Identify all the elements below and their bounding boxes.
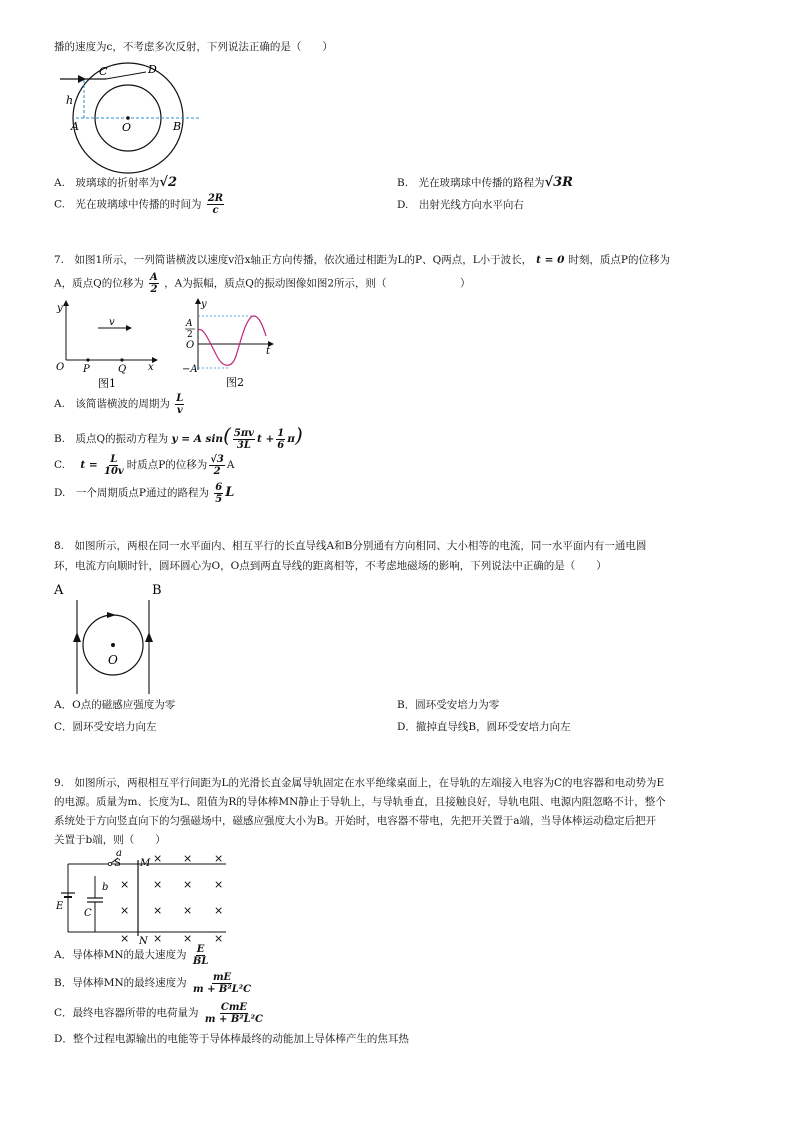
svg-text:S: S <box>114 858 121 869</box>
q9-figure-rails-circuit <box>52 846 232 946</box>
svg-text:O: O <box>56 362 65 373</box>
svg-text:×: × <box>153 852 163 865</box>
fraction: $\frac{√3}{2}$ <box>210 453 224 477</box>
fraction: $\frac{mE}{\text{m + B²L²C}}$ <box>193 971 252 995</box>
svg-text:O: O <box>186 340 195 351</box>
svg-text:×: × <box>214 878 224 891</box>
q9-stem-line4: 关置于b端，则（ ） <box>54 834 166 846</box>
q7-option-a[interactable]: A. 该简谐横波的周期为 $\frac{L}{v}$ <box>54 392 184 416</box>
fraction: $\frac{5\pi v}{3L}$ <box>233 427 254 451</box>
q6-stem-tail: 播的速度为c，不考虑多次反射，下列说法正确的是（ ） <box>54 41 333 53</box>
svg-text:B: B <box>152 583 162 598</box>
svg-text:b: b <box>102 882 109 893</box>
svg-text:M: M <box>140 858 151 869</box>
q7-option-b[interactable]: B. 质点Q的振动方程为 y = A sin( $\frac{5\pi v}{3L}$ t + $\frac{1}{6}$ π) <box>54 423 303 451</box>
svg-text:O: O <box>108 653 118 667</box>
svg-text:A: A <box>186 319 193 329</box>
q8-stem-line1: 8. 如图所示，两根在同一水平面内、相互平行的长直导线A和B分别通有方向相同、大小相等的电流，同一水平面内有一通电圆 <box>54 540 647 552</box>
label-h: h <box>66 94 74 107</box>
q7-figure-1-wave-axes <box>52 298 162 390</box>
svg-text:2: 2 <box>187 330 193 340</box>
q8-stem-line2: 环，电流方向顺时针，圆环圆心为O，O点到两直导线的距离相等，不考虑地磁场的影响，下列说法中正确的是（ ） <box>54 560 607 572</box>
svg-text:×: × <box>153 932 163 945</box>
svg-text:a: a <box>116 848 122 859</box>
svg-text:×: × <box>183 932 193 945</box>
label-D: D <box>148 63 157 76</box>
svg-text:y: y <box>201 299 207 310</box>
svg-text:×: × <box>183 852 193 865</box>
label-C: C <box>99 65 108 78</box>
svg-text:×: × <box>214 904 224 917</box>
q9-option-c[interactable]: C．最终电容器所带的电荷量为 $\frac{\text{CmE}}{\text{m + B²L²C}}$ <box>54 1001 264 1025</box>
magnetic-field-crosses <box>120 852 223 945</box>
fraction: $\frac{6}{5}$ <box>215 481 223 505</box>
fraction: $\frac{1}{6}$ <box>277 427 285 451</box>
svg-text:×: × <box>153 878 163 891</box>
q8-option-d[interactable]: D．撤掉直导线B，圆环受安培力向左 <box>397 721 571 733</box>
svg-text:×: × <box>153 904 163 917</box>
svg-text:Q: Q <box>118 364 127 375</box>
fraction: $\frac{L}{10v}$ <box>104 453 124 477</box>
fraction: $\frac{E}{BL}$ <box>192 943 209 967</box>
svg-text:×: × <box>214 852 224 865</box>
svg-text:y: y <box>57 303 63 314</box>
svg-text:P: P <box>83 364 90 375</box>
q9-option-d[interactable]: D．整个过程电源输出的电能等于导体棒最终的动能加上导体棒产生的焦耳热 <box>54 1033 409 1045</box>
q7-stem-line2: A，质点Q的位移为 $\frac{A}{2}$ ，A为振幅，质点Q的振动图像如图2所示，则（ ） <box>54 272 471 295</box>
svg-text:v: v <box>109 317 115 328</box>
q9-stem-line2: 的电源。质量为m、长度为L、阻值为R的导体棒MN静止于导轨上，与导轨垂直，且接触良好，导轨电阻、电源内阻忽略不计，整个 <box>54 796 666 808</box>
q8-option-a[interactable]: A．O点的磁感应强度为零 <box>54 699 176 711</box>
svg-text:×: × <box>120 878 130 891</box>
q7-option-d[interactable]: D. 一个周期质点P通过的路程为 $\frac{6}{5}$ L <box>54 481 235 505</box>
q6-option-c[interactable]: C. 光在玻璃球中传播的时间为 $\frac{2R}{c}$ <box>54 193 224 216</box>
svg-text:C: C <box>84 908 92 919</box>
q6-figure-glass-sphere <box>52 60 212 180</box>
q9-stem-line3: 系统处于方向竖直向下的匀强磁场中，磁感应强度大小为B。开始时，电容器不带电，先把开关置于a端，当导体棒运动稳定后把开 <box>54 815 656 827</box>
label-A: A <box>71 120 79 133</box>
svg-text:×: × <box>120 904 130 917</box>
fraction: $\frac{2R}{c}$ <box>207 193 224 216</box>
svg-text:x: x <box>148 362 154 373</box>
label-O: O <box>122 121 132 134</box>
fraction: $\frac{A}{2}$ <box>150 272 158 295</box>
q7-figure-2-vibration-graph <box>180 296 280 390</box>
svg-text:×: × <box>214 932 224 945</box>
q6-option-b[interactable]: B. 光在玻璃球中传播的路程为√3R <box>397 175 573 190</box>
q8-option-b[interactable]: B．圆环受安培力为零 <box>397 699 500 711</box>
q7-stem-line1: 7. 如图1所示，一列简谐横波以速度v沿x轴正方向传播，依次通过相距为L的P、Q两点，L小于波长， t = 0 时刻，质点P的位移为 <box>54 254 671 266</box>
fraction: $\frac{\text{CmE}}{\text{m + B²L²C}}$ <box>204 1001 264 1025</box>
svg-text:A: A <box>54 583 64 598</box>
svg-text:×: × <box>183 878 193 891</box>
q6-option-a[interactable]: A. 玻璃球的折射率为√2 <box>54 175 178 190</box>
fraction: $\frac{L}{v}$ <box>176 392 184 416</box>
svg-text:×: × <box>120 932 130 945</box>
q8-option-c[interactable]: C．圆环受安培力向左 <box>54 721 157 733</box>
q9-option-b[interactable]: B．导体棒MN的最终速度为 $\frac{mE}{\text{m + B²L²C}}$ <box>54 971 252 995</box>
q6-option-d[interactable]: D. 出射光线方向水平向右 <box>397 199 524 211</box>
svg-text:−A: −A <box>182 364 198 375</box>
q9-stem-line1: 9. 如图所示，两根相互平行间距为L的光滑长直金属导轨固定在水平绝缘桌面上，在导轨的左端接入电容为C的电容器和电动势为E <box>54 777 665 789</box>
svg-text:N: N <box>139 936 148 946</box>
svg-text:图1: 图1 <box>98 377 116 390</box>
svg-text:E: E <box>56 901 64 912</box>
q7-option-c[interactable]: C. t = $\frac{L}{10v}$ 时质点P的位移为 $\frac{√3}{2}$ A <box>54 453 235 477</box>
svg-text:图2: 图2 <box>226 376 244 389</box>
svg-text:t: t <box>266 346 271 357</box>
label-B: B <box>173 120 182 133</box>
svg-text:×: × <box>183 904 193 917</box>
q9-option-a[interactable]: A．导体棒MN的最大速度为 $\frac{E}{BL}$ <box>54 943 209 967</box>
q8-figure-wires-and-ring <box>50 578 180 696</box>
